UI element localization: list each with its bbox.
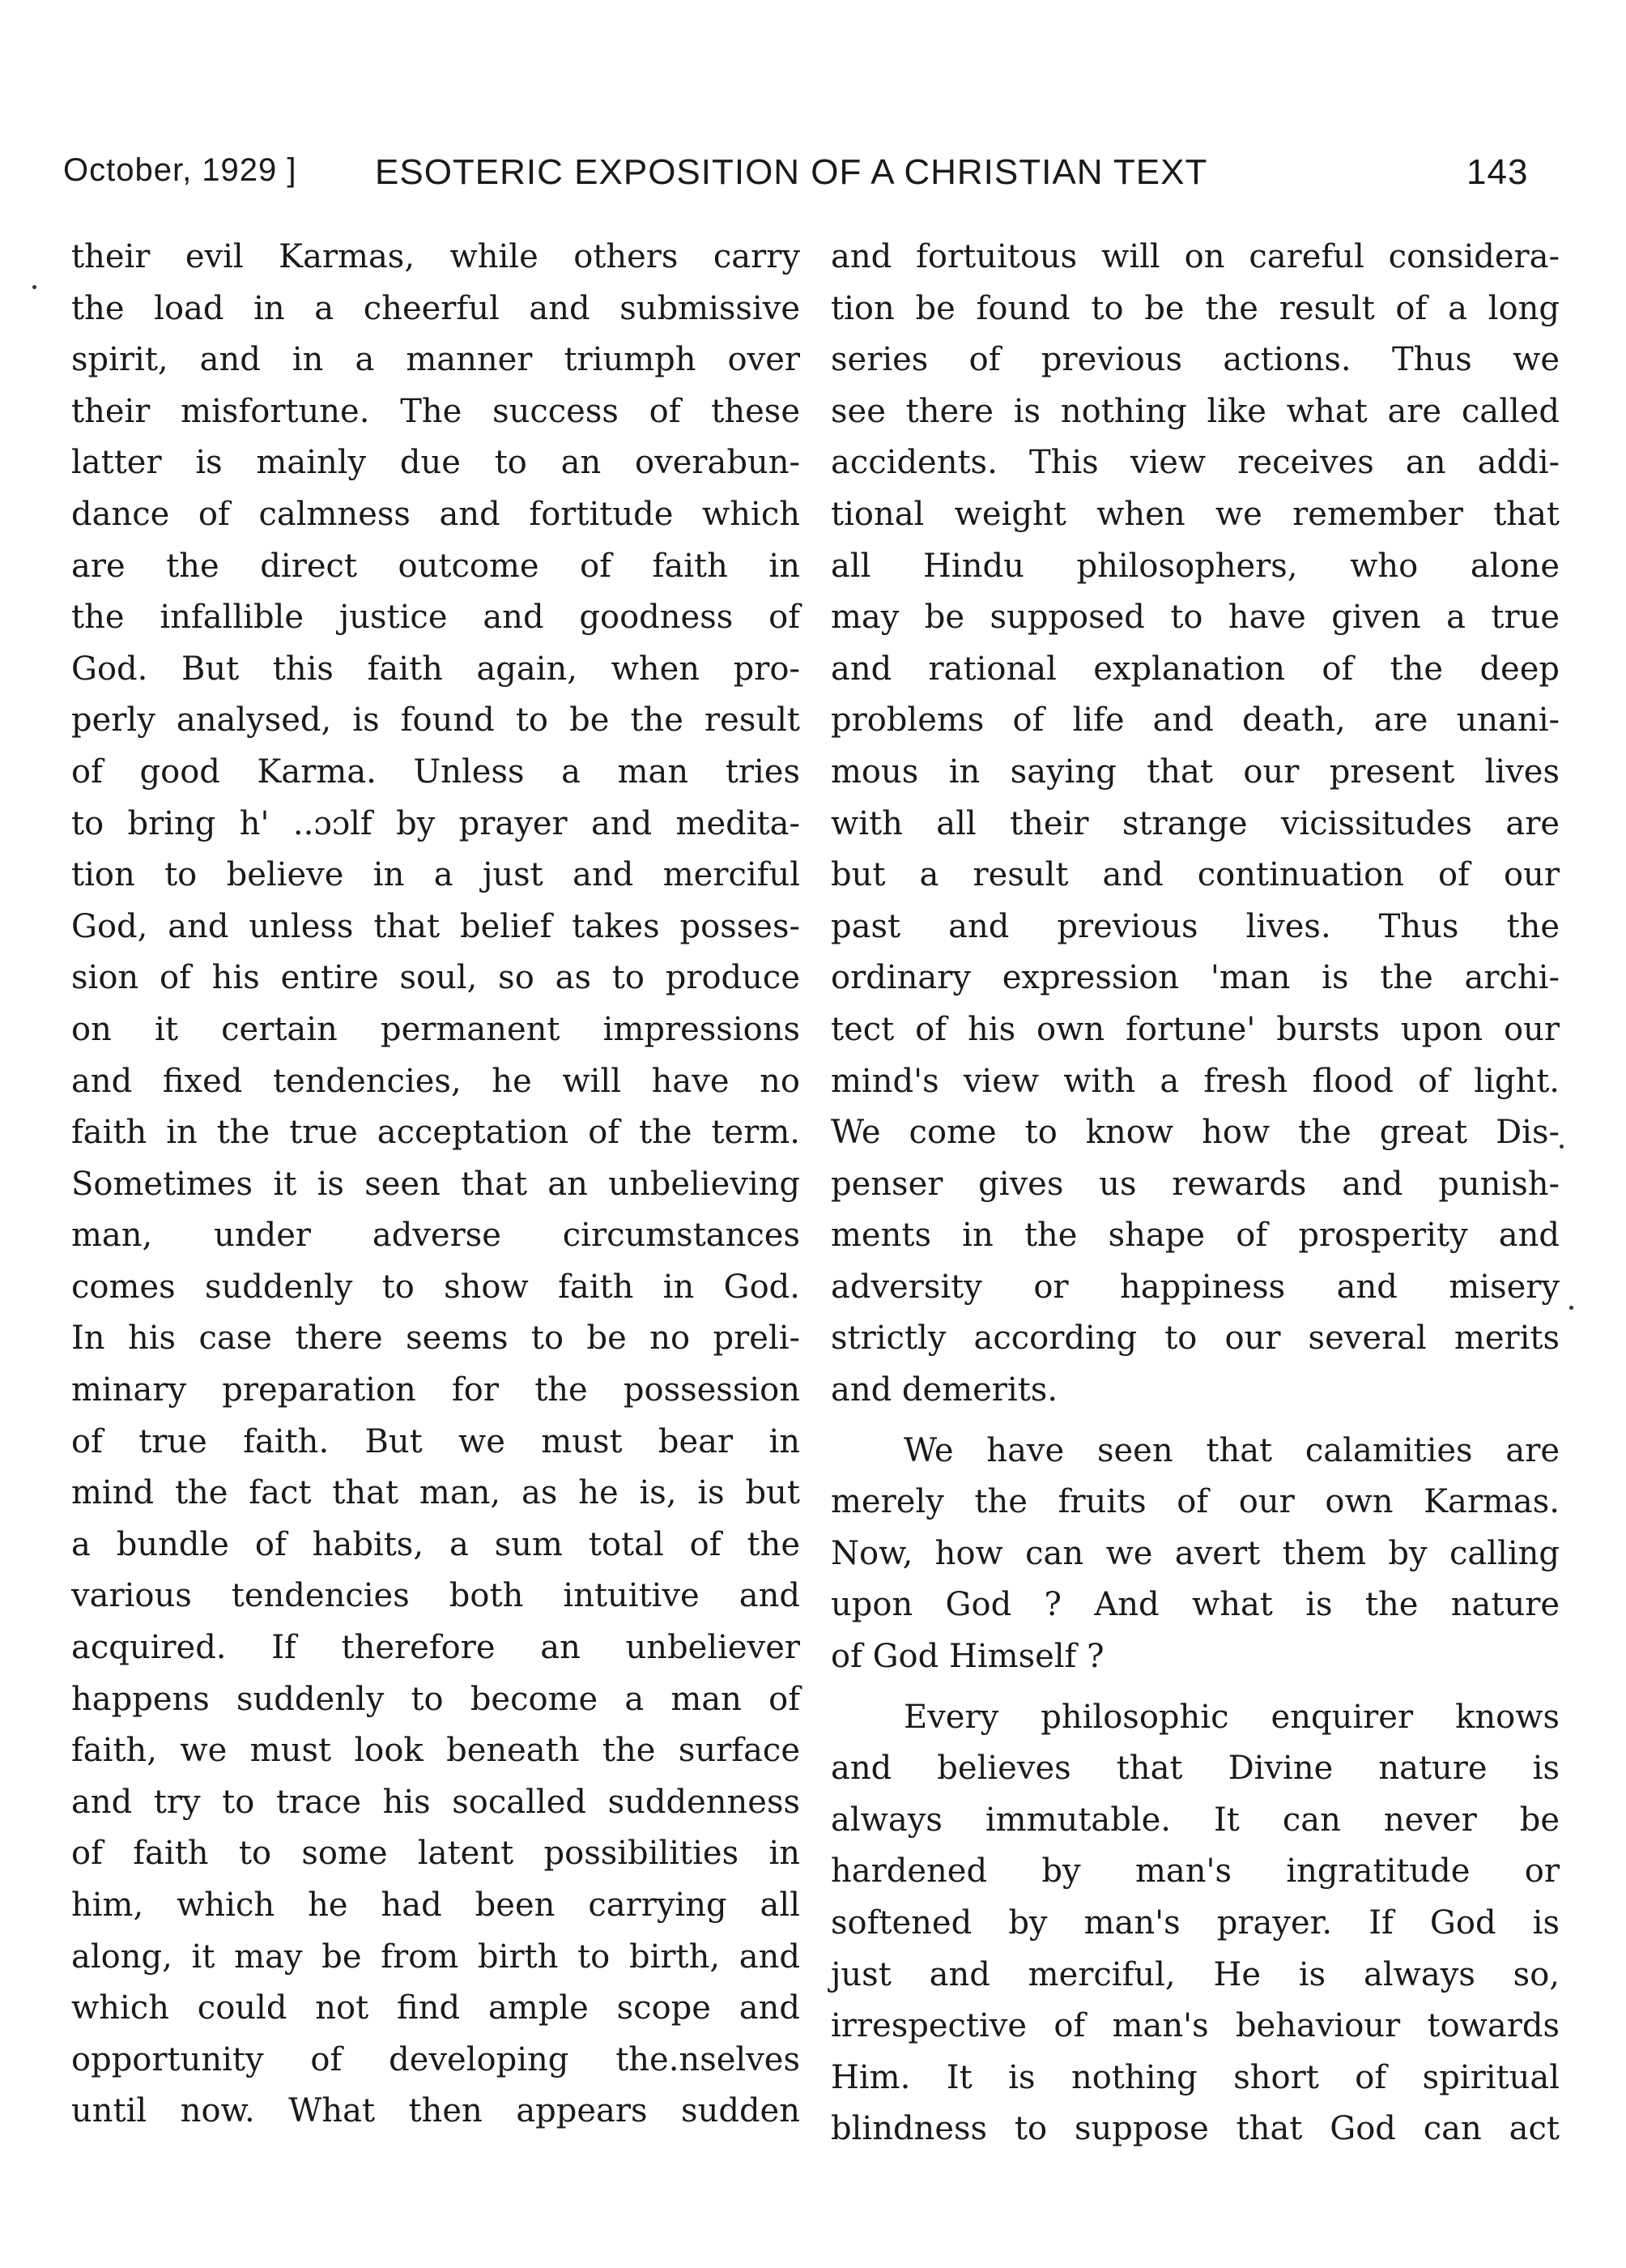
text-line: may be supposed to have given a true — [831, 599, 1560, 637]
text-line: their misfortune. The success of these — [71, 392, 800, 430]
text-line: mous in saying that our present lives — [831, 752, 1560, 791]
text-line: which could not find ample scope and — [71, 1989, 800, 2027]
paragraph-break — [831, 1417, 1560, 1426]
text-line: God. But this faith again, when pro- — [71, 650, 800, 688]
text-line: the load in a cheerful and submissive — [71, 289, 800, 327]
text-line: their evil Karmas, while others carry — [71, 238, 800, 275]
text-line: latter is mainly due to an overabun- — [71, 444, 800, 482]
text-line: accidents. This view receives an addi- — [831, 444, 1560, 482]
text-line: penser gives us rewards and punish- — [831, 1165, 1560, 1203]
text-line: Every philosophic enquirer knows — [904, 1698, 1560, 1736]
page-number: 143 — [1466, 152, 1529, 192]
issue-date: October, 1929 ] — [63, 152, 297, 188]
text-line: to bring h' ..ɔɔlf by prayer and medita- — [71, 804, 800, 842]
text-line: always immutable. It can never be — [831, 1801, 1560, 1839]
text-line: acquired. If therefore an unbeliever — [71, 1629, 800, 1667]
text-line: and demerits. — [831, 1371, 1058, 1409]
text-line: tional weight when we remember that — [831, 495, 1560, 533]
text-line: ordinary expression 'man is the archi- — [831, 959, 1560, 997]
text-line: of good Karma. Unless a man tries — [71, 752, 800, 791]
text-line: merely the fruits of our own Karmas. — [831, 1483, 1560, 1521]
text-line: God, and unless that belief takes posses- — [71, 907, 800, 945]
text-line: hardened by man's ingratitude or — [831, 1852, 1560, 1891]
text-line: all Hindu philosophers, who alone — [831, 547, 1560, 585]
text-line: just and merciful, He is always so, — [831, 1955, 1560, 1993]
text-line: minary preparation for the possession — [71, 1371, 800, 1409]
text-line: Sometimes it is seen that an unbelieving — [71, 1165, 800, 1203]
text-line: of true faith. But we must bear in — [71, 1422, 800, 1460]
text-line: In his case there seems to be no preli- — [71, 1319, 800, 1358]
print-speck — [32, 285, 36, 289]
print-speck — [1560, 1145, 1564, 1149]
text-line: of faith to some latent possibilities in — [71, 1835, 800, 1873]
right-column — [831, 232, 1560, 2155]
text-line: man, under adverse circumstances — [71, 1217, 800, 1255]
text-line: ments in the shape of prosperity and — [831, 1217, 1560, 1255]
text-line: but a result and continuation of our — [831, 856, 1560, 894]
text-line: until now. What then appears sudden — [71, 2092, 800, 2130]
text-line: mind's view with a fresh flood of light. — [831, 1062, 1560, 1100]
text-line: on it certain permanent impressions — [71, 1010, 800, 1048]
text-line: various tendencies both intuitive and — [71, 1577, 800, 1615]
text-line: comes suddenly to show faith in God. — [71, 1268, 800, 1306]
text-line: a bundle of habits, a sum total of the — [71, 1525, 800, 1563]
running-head — [63, 152, 1529, 201]
text-line: perly analysed, is found to be the result — [71, 701, 800, 740]
text-line: and fixed tendencies, he will have no — [71, 1062, 800, 1100]
left-column — [71, 232, 800, 2138]
text-line: mind the fact that man, as he is, is but — [71, 1474, 800, 1512]
text-line: upon God ? And what is the nature — [831, 1586, 1560, 1624]
text-line: problems of life and death, are unani- — [831, 701, 1560, 740]
text-line: spirit, and in a manner triumph over — [71, 341, 800, 379]
text-line: tion to believe in a just and merciful — [71, 856, 800, 894]
text-line: happens suddenly to become a man of — [71, 1680, 800, 1718]
text-line: tion be found to be the result of a long — [831, 289, 1560, 327]
text-line: tect of his own fortune' bursts upon our — [831, 1010, 1560, 1048]
text-line: and rational explanation of the deep — [831, 650, 1560, 688]
paragraph-break — [831, 1683, 1560, 1692]
text-line: faith, we must look beneath the surface — [71, 1732, 800, 1770]
text-line: Him. It is nothing short of spiritual — [831, 2058, 1560, 2096]
text-line: and try to trace his socalled suddenness — [71, 1783, 800, 1821]
article-title: ESOTERIC EXPOSITION OF A CHRISTIAN TEXT — [375, 152, 1208, 192]
text-line: with all their strange vicissitudes are — [831, 804, 1560, 842]
print-speck — [1569, 1306, 1573, 1310]
text-line: We come to know how the great Dis- — [831, 1114, 1560, 1152]
text-line: him, which he had been carrying all — [71, 1886, 800, 1924]
text-line: Now, how can we avert them by calling — [831, 1534, 1560, 1572]
text-line: faith in the true acceptation of the term. — [71, 1114, 800, 1152]
text-line: We have seen that calamities are — [904, 1431, 1560, 1469]
text-line: opportunity of developing the.nselves — [71, 2040, 800, 2078]
text-line: dance of calmness and fortitude which — [71, 495, 800, 533]
text-line: softened by man's prayer. If God is — [831, 1904, 1560, 1942]
text-line: and believes that Divine nature is — [831, 1750, 1560, 1788]
text-line: irrespective of man's behaviour towards — [831, 2007, 1560, 2045]
text-line: series of previous actions. Thus we — [831, 341, 1560, 379]
text-line: see there is nothing like what are called — [831, 392, 1560, 430]
text-line: adversity or happiness and misery — [831, 1268, 1560, 1306]
text-line: are the direct outcome of faith in — [71, 547, 800, 585]
text-line: along, it may be from birth to birth, and — [71, 1938, 800, 1976]
text-line: and fortuitous will on careful considera- — [831, 238, 1560, 275]
text-line: blindness to suppose that God can act — [831, 2110, 1560, 2148]
text-line: sion of his entire soul, so as to produce — [71, 959, 800, 997]
text-line: the infallible justice and goodness of — [71, 599, 800, 637]
text-line: strictly according to our several merits — [831, 1319, 1560, 1358]
text-line: of God Himself ? — [831, 1638, 1105, 1676]
text-line: past and previous lives. Thus the — [831, 907, 1560, 945]
